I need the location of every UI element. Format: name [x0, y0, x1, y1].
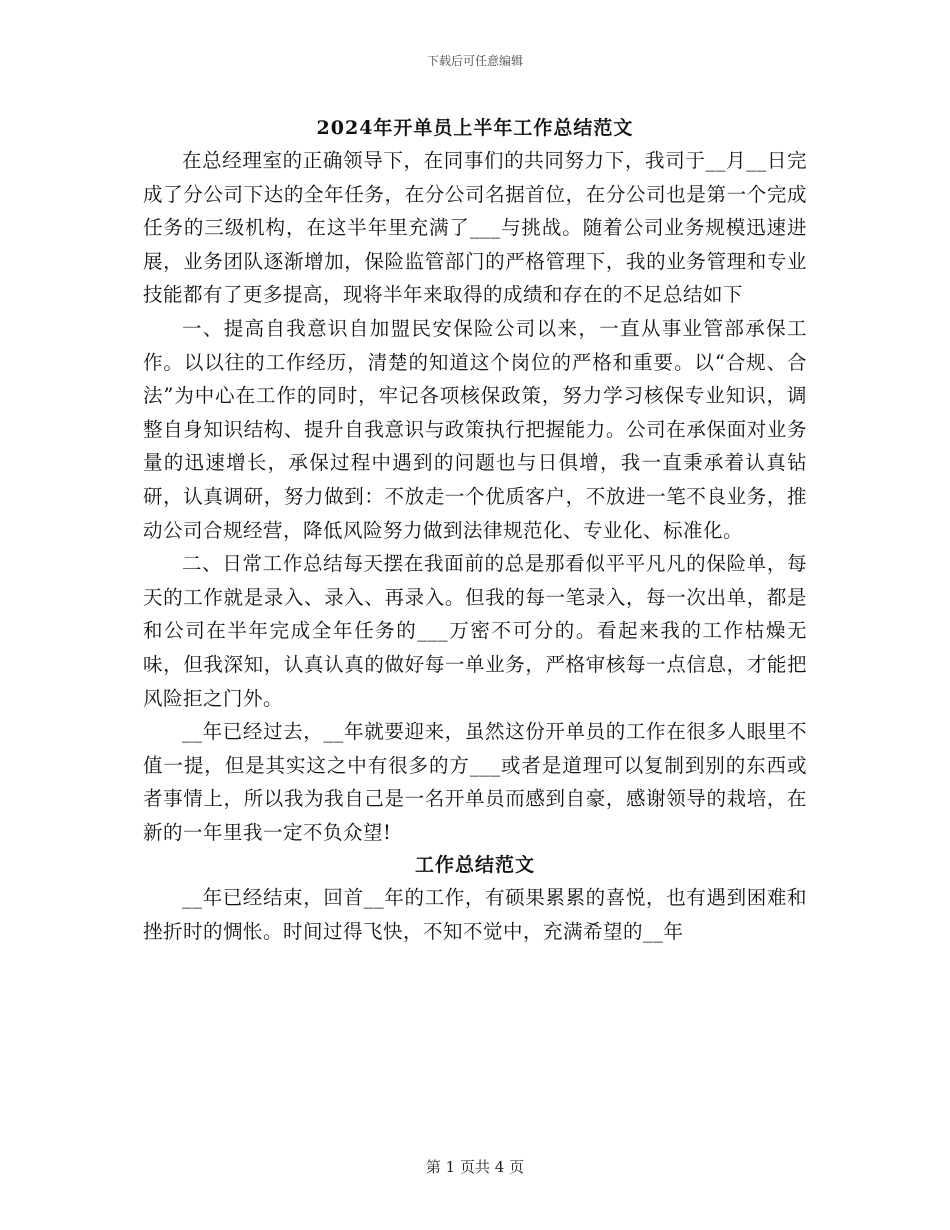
paragraph-section-2: 二、日常工作总结每天摆在我面前的总是那看似平平凡凡的保险单，每天的工作就是录入、录入、再录入。但我的每一笔录入，每一次出单，都是和公司在半年完成全年任务的___万密不可分的。看起来我的工作枯燥无味，但我深知，认真认真的做好每一单业务，严格审核每一点信息，才能把风险拒之门外。 — [143, 552, 807, 710]
document-body — [143, 112, 807, 949]
paragraph-article2-intro: __年已经结束，回首__年的工作，有硕果累累的喜悦，也有遇到困难和挫折时的惆怅。时间过得飞快，不知不觉中，充满希望的__年 — [143, 886, 807, 944]
document-title: 2024年开单员上半年工作总结范文 — [316, 117, 634, 139]
paragraph-intro: 在总经理室的正确领导下，在同事们的共同努力下，我司于__月__日完成了分公司下达的全年任务，在分公司名据首位，在分公司也是第一个完成任务的三级机构，在这半年里充满了___与挑战。随着公司业务规模迅速进展，业务团队逐渐增加，保险监管部门的严格管理下，我的业务管理和专业技能都有了更多提高，现将半年来取得的成绩和存在的不足总结如下 — [143, 149, 807, 307]
page-number: 第 1 页共 4 页 — [425, 1158, 525, 1176]
paragraph-closing: __年已经过去，__年就要迎来，虽然这份开单员的工作在很多人眼里不值一提，但是其实这之中有很多的方___或者是道理可以复制到别的东西或者事情上，所以我为我自己是一名开单员而感到自豪，感谢领导的栽培，在新的一年里我一定不负众望! — [143, 720, 807, 844]
paragraph-section-1: 一、提高自我意识自加盟民安保险公司以来，一直从事业管部承保工作。以以往的工作经历，清楚的知道这个岗位的严格和重要。以“合规、合法”为中心在工作的同时，牢记各项核保政策，努力学习核保专业知识，调整自身知识结构、提升自我意识与政策执行把握能力。公司在承保面对业务量的迅速增长，承保过程中遇到的问题也与日俱增，我一直秉承着认真钻研，认真调研，努力做到：不放走一个优质客户，不放进一笔不良业务，推动公司合规经营，降低风险努力做到法律规范化、专业化、标准化。 — [143, 316, 807, 542]
section-title: 工作总结范文 — [414, 854, 535, 877]
page-header-note: 下载后可任意编辑 — [426, 54, 523, 68]
